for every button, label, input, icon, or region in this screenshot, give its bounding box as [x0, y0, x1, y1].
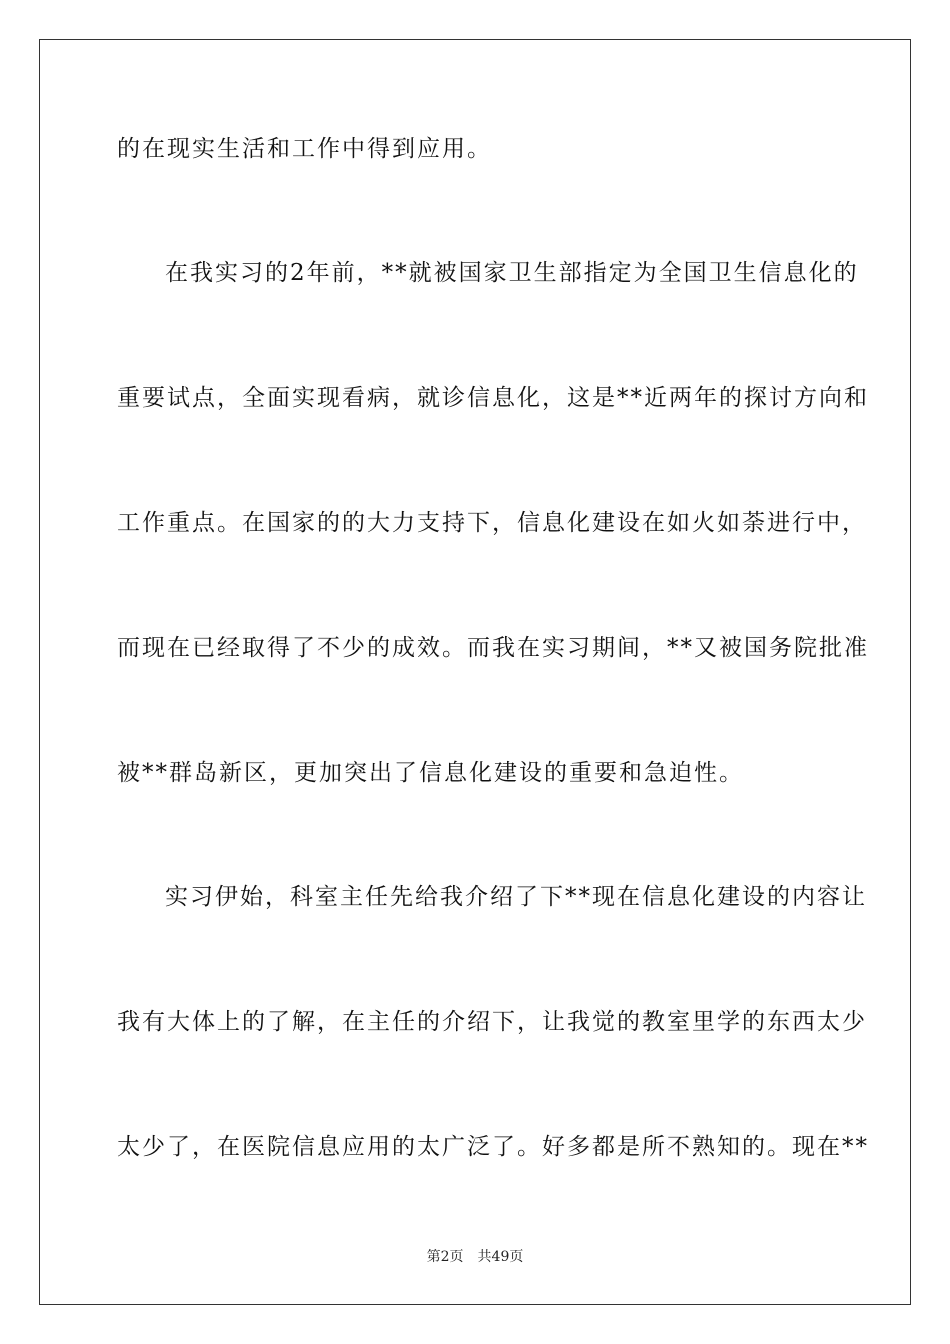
- page-number: 第2页: [426, 1249, 464, 1265]
- paragraph-line-9: 太少了，在医院信息应用的太广泛了。好多都是所不熟知的。现在**: [117, 1134, 869, 1160]
- paragraph-line-4: 工作重点。在国家的的大力支持下，信息化建设在如火如荼进行中，: [117, 510, 867, 536]
- paragraph-line-6: 被**群岛新区，更加突出了信息化建设的重要和急迫性。: [117, 760, 744, 786]
- paragraph-line-3: 重要试点，全面实现看病，就诊信息化，这是**近两年的探讨方向和: [117, 385, 869, 411]
- paragraph-line-7: 实习伊始，科室主任先给我介绍了下**现在信息化建设的内容让: [165, 884, 867, 910]
- page-footer: [0, 1248, 950, 1266]
- paragraph-line-1: 的在现实生活和工作中得到应用。: [117, 136, 492, 162]
- paragraph-line-8: 我有大体上的了解，在主任的介绍下，让我觉的教室里学的东西太少: [117, 1009, 867, 1035]
- page-total: 共49页: [477, 1249, 524, 1265]
- paragraph-line-2: 在我实习的2年前，**就被国家卫生部指定为全国卫生信息化的: [165, 260, 859, 286]
- paragraph-line-5: 而现在已经取得了不少的成效。而我在实习期间，**又被国务院批准: [117, 635, 869, 661]
- page-border: [39, 39, 911, 1305]
